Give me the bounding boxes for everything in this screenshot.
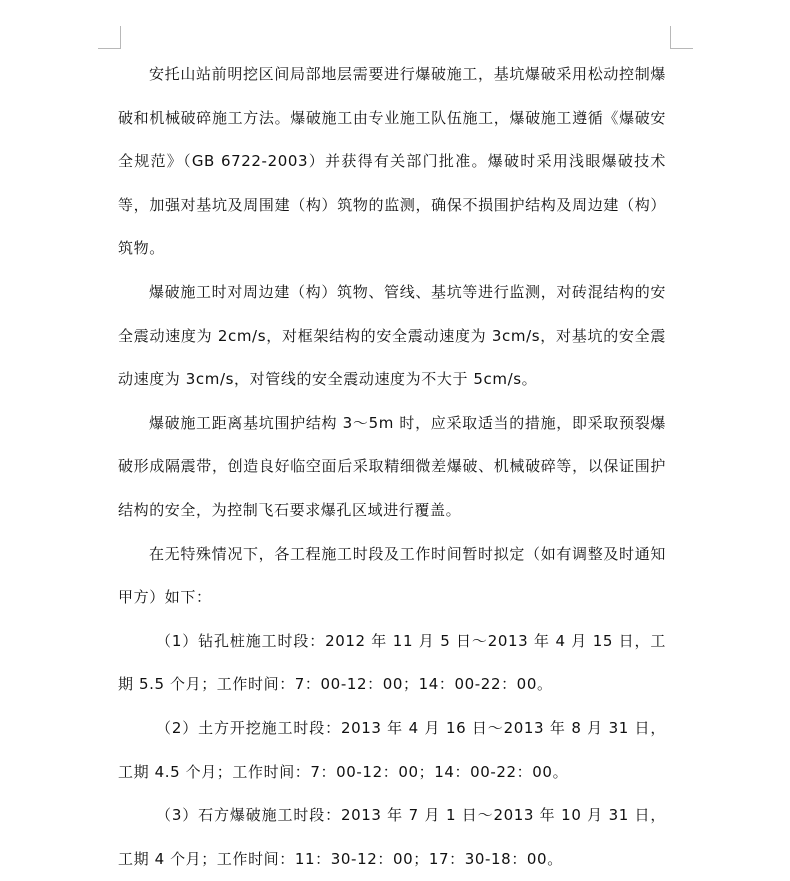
margin-corner-mark-top-left	[98, 26, 121, 49]
schedule-item-rock-blasting: （3）石方爆破施工时段：2013 年 7 月 1 日～2013 年 10 月 31 日，工期 4 个月；工作时间：11：30-12：00；17：30-18：00。	[118, 806, 666, 868]
schedule-item-earth-excavation: （2）土方开挖施工时段：2013 年 4 月 16 日～2013 年 8 月 31 日，工期 4.5 个月；工作时间：7：00-12：00；14：00-22：00。	[118, 718, 666, 781]
paragraph-vibration-monitoring: 爆破施工时对周边建（构）筑物、管线、基坑等进行监测，对砖混结构的安全震动速度为 2cm/s，对框架结构的安全震动速度为 3cm/s，对基坑的安全震动速度为 3cm/s，对管线的安全震动速度为不大于 5cm/s。	[118, 282, 666, 389]
document-body	[118, 53, 666, 881]
schedule-item-bored-piles: （1）钻孔桩施工时段：2012 年 11 月 5 日～2013 年 4 月 15 日，工期 5.5 个月；工作时间：7：00-12：00；14：00-22：00。	[118, 631, 666, 694]
margin-corner-mark-top-right	[670, 26, 693, 49]
paragraph-schedule-intro: 在无特殊情况下，各工程施工时段及工作时间暂时拟定（如有调整及时通知甲方）如下：	[118, 544, 666, 607]
paragraph-blasting-method: 安托山站前明挖区间局部地层需要进行爆破施工，基坑爆破采用松动控制爆破和机械破碎施工方法。爆破施工由专业施工队伍施工，爆破施工遵循《爆破安全规范》（GB 6722-2003）并获得有关部门批准。爆破时采用浅眼爆破技术等，加强对基坑及周围建（构）筑物的监测，确保不损围护结构及周边建（构）筑物。	[118, 65, 666, 258]
paragraph-protection-measures: 爆破施工距离基坑围护结构 3～5m 时，应采取适当的措施，即采取预裂爆破形成隔震带，创造良好临空面后采取精细微差爆破、机械破碎等，以保证围护结构的安全，为控制飞石要求爆孔区域进行覆盖。	[118, 413, 666, 519]
